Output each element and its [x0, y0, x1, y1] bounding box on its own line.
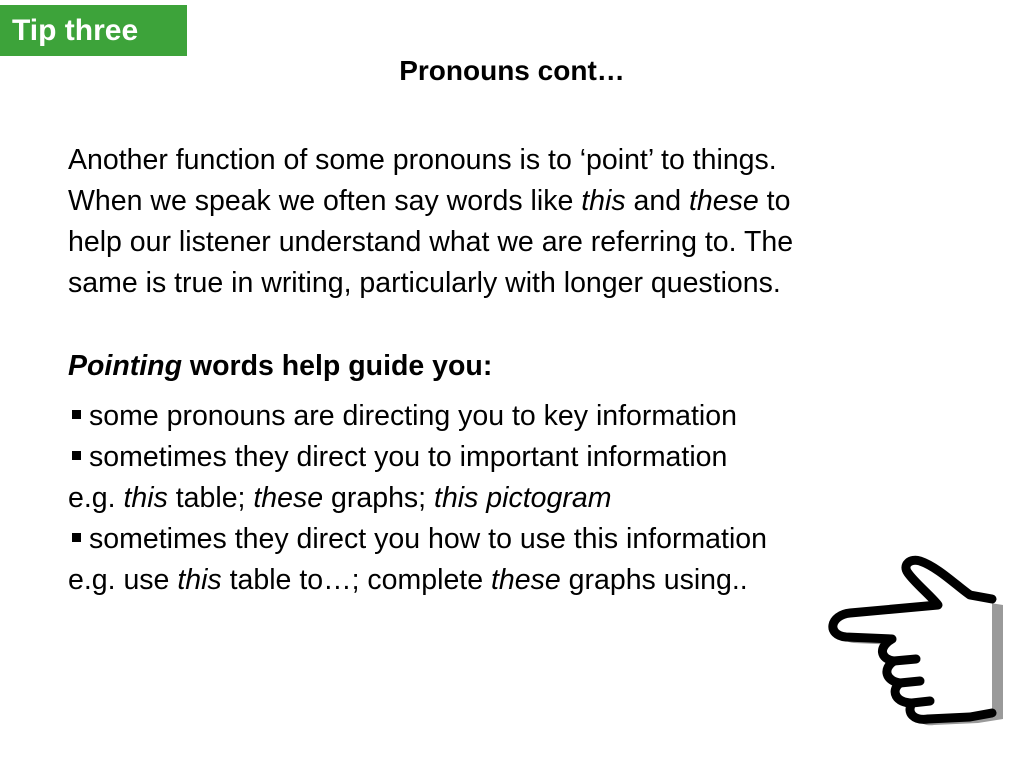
example-emphasis: these: [491, 564, 561, 596]
list-item: [68, 519, 968, 560]
section-heading: [68, 346, 492, 386]
list-item-text: sometimes they direct you how to use this information: [89, 523, 767, 555]
example-emphasis: these: [253, 482, 324, 514]
intro-line-1: Another function of some pronouns is to ‘point’ to things.: [68, 144, 777, 176]
intro-line-3: help our listener understand what we are referring to. The: [68, 226, 794, 258]
pointing-hand-icon: [820, 555, 1010, 740]
emphasis-this: this: [581, 185, 626, 217]
intro-line-2: [68, 181, 968, 222]
section-heading-rest: words help guide you:: [181, 350, 493, 382]
slide-title: Pronouns cont…: [399, 55, 625, 86]
emphasis-these: these: [689, 185, 759, 217]
tip-label: [0, 5, 187, 56]
example-emphasis: this: [123, 482, 168, 514]
list-item-text: some pronouns are directing you to key information: [89, 400, 737, 432]
example-emphasis: this pictogram: [434, 482, 612, 514]
list-item: [68, 437, 968, 478]
example-text: graphs;: [323, 482, 435, 514]
example-text: table;: [167, 482, 254, 514]
intro-line-2-end: to: [758, 185, 791, 217]
list-item: [68, 396, 968, 437]
example-emphasis: this: [177, 564, 222, 596]
square-bullet-icon: [72, 410, 81, 419]
intro-line-2-and: and: [625, 185, 689, 217]
intro-line-2-text: When we speak we often say words like: [68, 185, 582, 217]
example-text: graphs using..: [560, 564, 748, 596]
example-text: table to…; complete: [221, 564, 491, 596]
section-heading-italic: Pointing: [68, 350, 182, 382]
intro-line-4: same is true in writing, particularly with longer questions.: [68, 267, 781, 299]
list-item-text: sometimes they direct you to important information: [89, 441, 728, 473]
example-text: e.g.: [68, 482, 124, 514]
tip-label-text: Tip three: [12, 14, 139, 47]
example-line: [68, 478, 968, 519]
intro-paragraph: [68, 140, 968, 304]
example-text: e.g. use: [68, 564, 178, 596]
square-bullet-icon: [72, 451, 81, 460]
square-bullet-icon: [72, 533, 81, 542]
